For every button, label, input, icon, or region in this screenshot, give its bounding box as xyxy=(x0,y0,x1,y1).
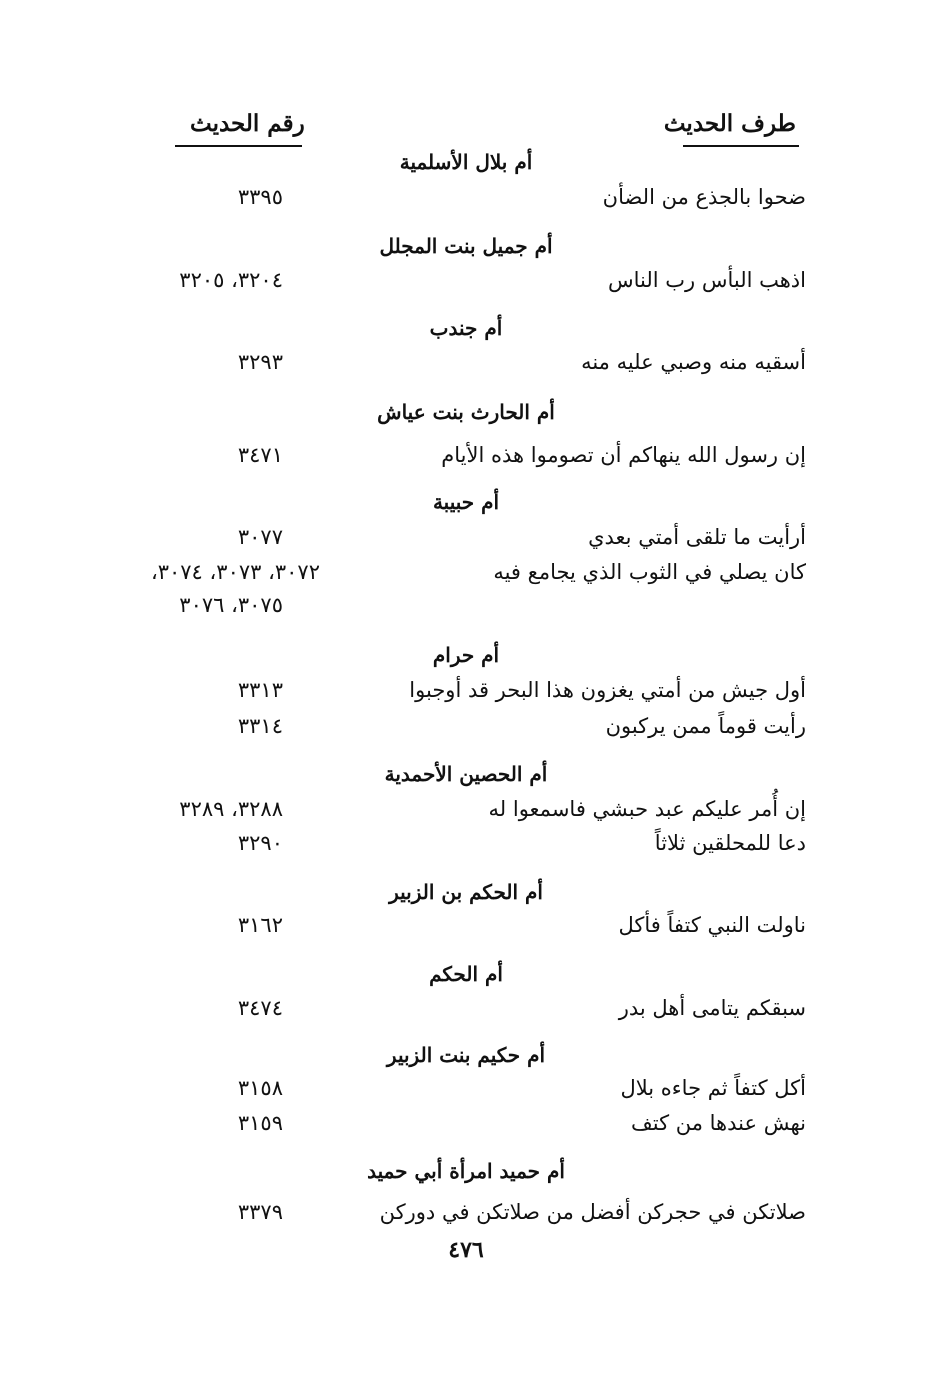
column-header-rule xyxy=(175,145,302,147)
hadith-text: أكل كتفاً ثم جاءه بلال xyxy=(620,1076,806,1100)
narrator-heading: أم الحكم بن الزبير xyxy=(389,880,543,904)
hadith-text: كان يصلي في الثوب الذي يجامع فيه xyxy=(493,560,806,584)
hadith-text: أول جيش من أمتي يغزون هذا البحر قد أوجبوا xyxy=(409,678,806,702)
hadith-text: صلاتكن في حجركن أفضل من صلاتكن في دوركن xyxy=(379,1200,806,1224)
column-header-hadith-text: طرف الحديث xyxy=(663,110,796,137)
hadith-text: أسقيه منه وصبي عليه منه xyxy=(581,350,806,374)
narrator-heading: أم حبيبة xyxy=(432,490,500,514)
hadith-number: ٣٣٧٩ xyxy=(237,1200,283,1224)
hadith-number: ٣٣١٣ xyxy=(237,678,283,702)
page-number: ٤٧٦ xyxy=(448,1237,484,1263)
hadith-number: ٣١٦٢ xyxy=(237,913,283,937)
hadith-number: ٣٢٩٣ xyxy=(237,350,283,374)
hadith-number: ٣٠٧٥، ٣٠٧٦ xyxy=(179,593,283,617)
hadith-number: ٣٣١٤ xyxy=(237,714,283,738)
narrator-heading: أم حرام xyxy=(432,643,500,667)
narrator-heading: أم الحارث بنت عياش xyxy=(377,400,555,424)
narrator-heading: أم حكيم بنت الزبير xyxy=(386,1043,546,1067)
hadith-number: ٣٤٧٤ xyxy=(237,996,283,1020)
hadith-number: ٣٢٨٨، ٣٢٨٩ xyxy=(179,797,283,821)
narrator-heading: أم جندب xyxy=(429,316,503,340)
hadith-number: ٣٢٩٠ xyxy=(237,831,283,855)
hadith-text: إن رسول الله ينهاكم أن تصوموا هذه الأيام xyxy=(441,443,806,467)
narrator-heading: أم بلال الأسلمية xyxy=(399,150,533,174)
hadith-number: ٣٢٠٤، ٣٢٠٥ xyxy=(179,268,283,292)
hadith-text: ضحوا بالجذع من الضأن xyxy=(602,185,806,209)
hadith-number: ٣١٥٨ xyxy=(237,1076,283,1100)
hadith-number: ٣٣٩٥ xyxy=(237,185,283,209)
hadith-number: ٣٤٧١ xyxy=(237,443,283,467)
hadith-number: ٣٠٧٧ xyxy=(237,525,283,549)
column-header-hadith-number: رقم الحديث xyxy=(190,110,305,137)
hadith-text: اذهب البأس رب الناس xyxy=(607,268,806,292)
column-header-rule xyxy=(683,145,799,147)
narrator-heading: أم جميل بنت المجلل xyxy=(379,234,553,258)
narrator-heading: أم حميد امرأة أبي حميد xyxy=(367,1159,565,1183)
hadith-text: سبقكم يتامى أهل بدر xyxy=(618,996,806,1020)
hadith-text: أرأيت ما تلقى أمتي بعدي xyxy=(588,525,806,549)
narrator-heading: أم الحكم xyxy=(429,962,503,986)
hadith-text: رأيت قوماً ممن يركبون xyxy=(605,714,806,738)
hadith-text: إن أُمر عليكم عبد حبشي فاسمعوا له xyxy=(488,797,806,821)
hadith-text: ناولت النبي كتفاً فأكل xyxy=(618,913,806,937)
hadith-number: ٣٠٧٢، ٣٠٧٣، ٣٠٧٤، xyxy=(150,560,320,584)
hadith-text: نهش عندها من كتف xyxy=(631,1111,806,1135)
hadith-number: ٣١٥٩ xyxy=(237,1111,283,1135)
narrator-heading: أم الحصين الأحمدية xyxy=(384,762,548,786)
hadith-text: دعا للمحلقين ثلاثاً xyxy=(654,831,806,855)
